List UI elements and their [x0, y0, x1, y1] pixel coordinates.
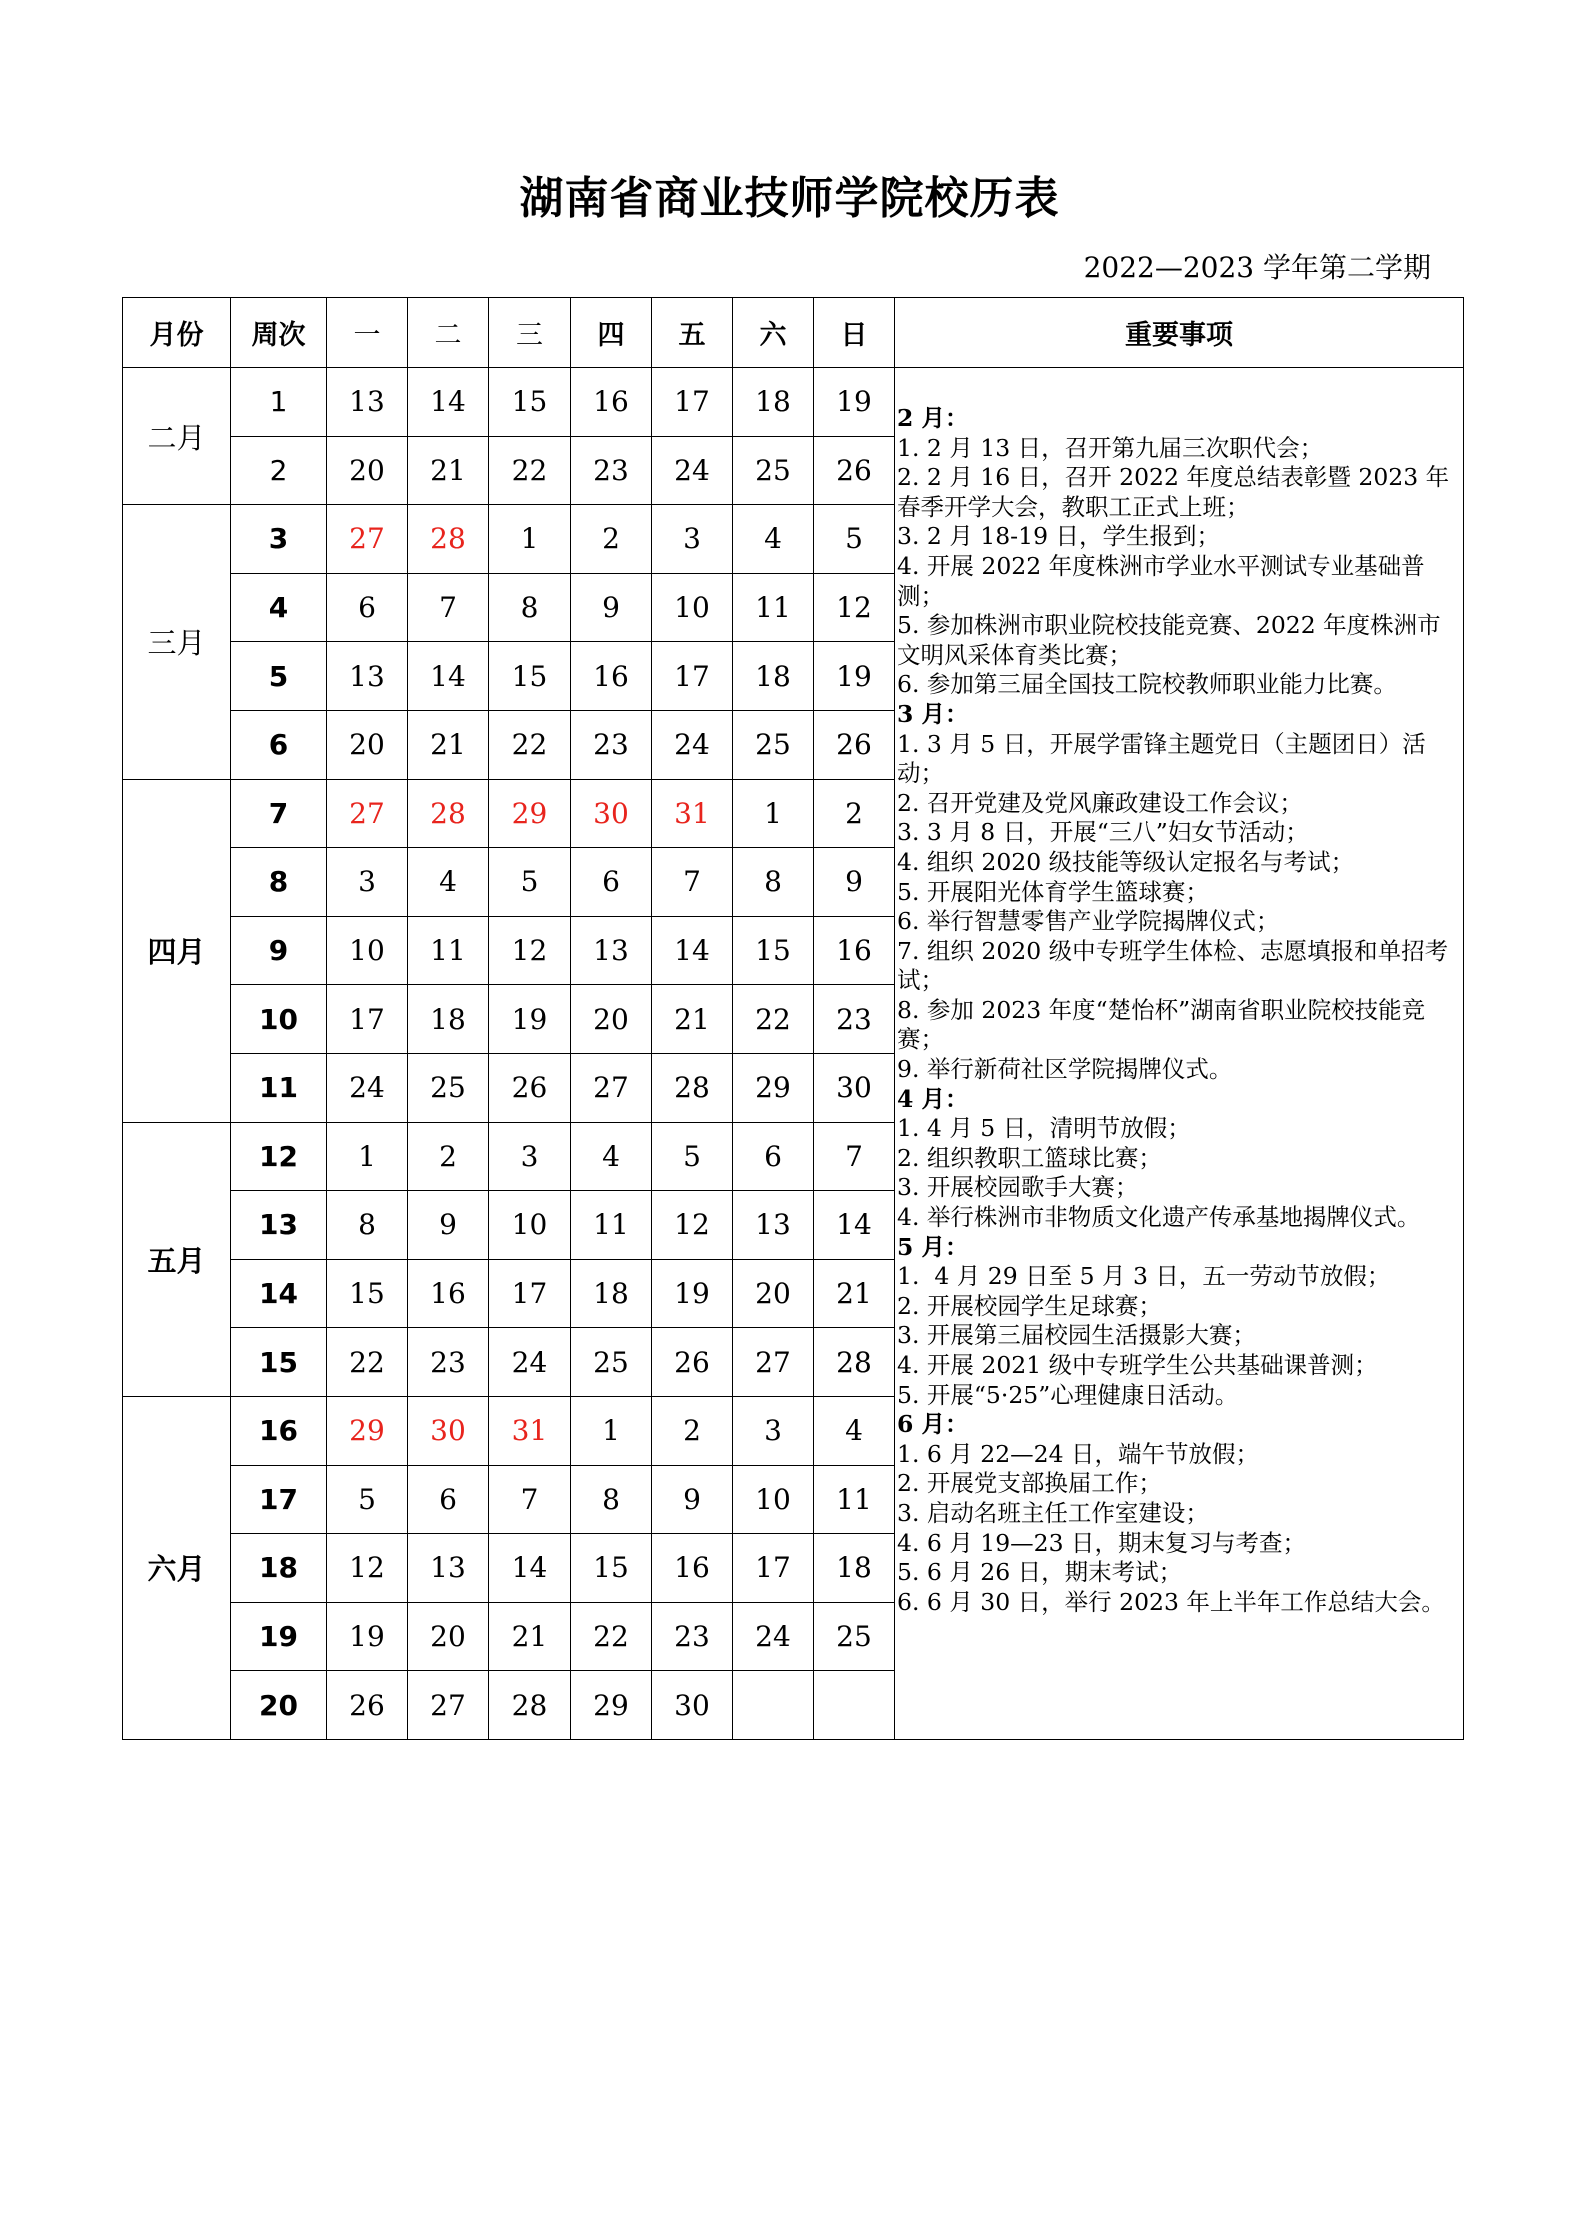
- week-number-cell: 5: [231, 642, 327, 711]
- header-day-6: 六: [733, 298, 814, 368]
- event-item: 9. 举行新荷社区学院揭牌仪式。: [897, 1055, 1233, 1084]
- day-cell: 22: [571, 1602, 652, 1671]
- day-cell: 4: [408, 848, 489, 917]
- day-cell: 24: [652, 436, 733, 505]
- event-item: 3. 启动名班主任工作室建设；: [897, 1498, 1209, 1527]
- event-item: 3. 开展第三届校园生活摄影大赛；: [897, 1321, 1256, 1350]
- day-cell: 6: [571, 848, 652, 917]
- day-cell: 26: [327, 1671, 408, 1740]
- day-cell: 20: [327, 710, 408, 779]
- day-cell: 5: [327, 1465, 408, 1534]
- header-day-7: 日: [814, 298, 895, 368]
- day-cell: 5: [652, 1122, 733, 1191]
- day-cell: 27: [408, 1671, 489, 1740]
- day-cell: 11: [571, 1191, 652, 1260]
- day-cell: 8: [489, 573, 571, 642]
- month-cell: 三月: [123, 505, 231, 779]
- day-cell: 27: [327, 505, 408, 574]
- events-month-heading: 6 月：: [897, 1410, 969, 1439]
- day-cell: 27: [733, 1328, 814, 1397]
- header-day-4: 四: [571, 298, 652, 368]
- header-day-1: 一: [327, 298, 408, 368]
- day-cell: 2: [408, 1122, 489, 1191]
- day-cell: 28: [408, 505, 489, 574]
- day-cell: 18: [814, 1534, 895, 1603]
- week-number-cell: 14: [231, 1259, 327, 1328]
- day-cell: 26: [814, 710, 895, 779]
- week-number-cell: 17: [231, 1465, 327, 1534]
- day-cell: 5: [814, 505, 895, 574]
- day-cell: 7: [814, 1122, 895, 1191]
- school-calendar-table: [122, 297, 1464, 1740]
- day-cell: 15: [489, 642, 571, 711]
- month-cell: 五月: [123, 1122, 231, 1396]
- day-cell: 6: [327, 573, 408, 642]
- week-number-cell: 18: [231, 1534, 327, 1603]
- day-cell: 29: [571, 1671, 652, 1740]
- day-cell: 21: [814, 1259, 895, 1328]
- day-cell: 28: [489, 1671, 571, 1740]
- day-cell: 13: [327, 368, 408, 437]
- event-item: 5. 6 月 26 日，期末考试；: [897, 1558, 1183, 1587]
- day-cell: 23: [571, 436, 652, 505]
- day-cell: 17: [489, 1259, 571, 1328]
- day-cell: 10: [327, 916, 408, 985]
- day-cell: 1: [327, 1122, 408, 1191]
- week-number-cell: 13: [231, 1191, 327, 1260]
- day-cell: 20: [327, 436, 408, 505]
- month-cell: 四月: [123, 779, 231, 1122]
- week-number-cell: 20: [231, 1671, 327, 1740]
- day-cell: 13: [571, 916, 652, 985]
- day-cell: 25: [571, 1328, 652, 1397]
- event-item: 6. 参加第三届全国技工院校教师职业能力比赛。: [897, 670, 1397, 699]
- day-cell: 8: [733, 848, 814, 917]
- day-cell: 7: [652, 848, 733, 917]
- day-cell: 19: [652, 1259, 733, 1328]
- day-cell: 7: [489, 1465, 571, 1534]
- day-cell: 3: [489, 1122, 571, 1191]
- day-cell: 4: [571, 1122, 652, 1191]
- calendar-body: [123, 368, 1464, 1740]
- week-number-cell: 2: [231, 436, 327, 505]
- week-number-cell: 11: [231, 1053, 327, 1122]
- day-cell: 15: [489, 368, 571, 437]
- day-cell: 16: [652, 1534, 733, 1603]
- day-cell: 18: [733, 368, 814, 437]
- events-month-heading: 5 月：: [897, 1232, 969, 1261]
- day-cell: 30: [571, 779, 652, 848]
- event-item: 6. 举行智慧零售产业学院揭牌仪式；: [897, 907, 1280, 936]
- day-cell: 14: [652, 916, 733, 985]
- day-cell: 29: [489, 779, 571, 848]
- day-cell: 4: [814, 1396, 895, 1465]
- week-number-cell: 12: [231, 1122, 327, 1191]
- day-cell: 5: [489, 848, 571, 917]
- day-cell: 25: [814, 1602, 895, 1671]
- event-item: 5. 开展“5·25”心理健康日活动。: [897, 1380, 1239, 1409]
- event-item: 4. 开展 2021 级中专班学生公共基础课普测；: [897, 1351, 1378, 1379]
- day-cell: 23: [814, 985, 895, 1054]
- day-cell: 28: [408, 779, 489, 848]
- day-cell: 13: [408, 1534, 489, 1603]
- event-item: 3. 开展校园歌手大赛；: [897, 1173, 1139, 1202]
- day-cell: 10: [489, 1191, 571, 1260]
- day-cell: 24: [733, 1602, 814, 1671]
- day-cell: 15: [733, 916, 814, 985]
- day-cell: 21: [489, 1602, 571, 1671]
- event-item: 5. 开展阳光体育学生篮球赛；: [897, 877, 1209, 906]
- week-number-cell: 15: [231, 1328, 327, 1397]
- event-item: 2. 组织教职工篮球比赛；: [897, 1143, 1162, 1172]
- week-number-cell: 19: [231, 1602, 327, 1671]
- day-cell: 26: [489, 1053, 571, 1122]
- week-number-cell: 7: [231, 779, 327, 848]
- day-cell: 9: [571, 573, 652, 642]
- day-cell: 17: [733, 1534, 814, 1603]
- day-cell: 2: [571, 505, 652, 574]
- day-cell: 2: [814, 779, 895, 848]
- event-item: 2. 开展党支部换届工作；: [897, 1469, 1162, 1498]
- day-cell: 29: [733, 1053, 814, 1122]
- day-cell: 26: [652, 1328, 733, 1397]
- day-cell: 29: [327, 1396, 408, 1465]
- events-cell: [895, 368, 1464, 1740]
- event-item: 6. 6 月 30 日，举行 2023 年上半年工作总结大会。: [897, 1587, 1445, 1616]
- header-month: 月份: [123, 298, 231, 368]
- event-item: 2. 2 月 16 日，召开 2022 年度总结表彰暨 2023 年春季开学大会，教职工正式上班；: [897, 463, 1450, 521]
- day-cell: 3: [733, 1396, 814, 1465]
- day-cell: 22: [327, 1328, 408, 1397]
- day-cell: 7: [408, 573, 489, 642]
- day-cell: 20: [733, 1259, 814, 1328]
- day-cell: 9: [408, 1191, 489, 1260]
- day-cell: 12: [327, 1534, 408, 1603]
- week-number-cell: 6: [231, 710, 327, 779]
- day-cell: 28: [652, 1053, 733, 1122]
- day-cell: [733, 1671, 814, 1740]
- events-month-heading: 4 月：: [897, 1084, 969, 1113]
- header-day-5: 五: [652, 298, 733, 368]
- day-cell: 16: [408, 1259, 489, 1328]
- week-number-cell: 3: [231, 505, 327, 574]
- day-cell: 16: [814, 916, 895, 985]
- event-item: 2. 开展校园学生足球赛；: [897, 1291, 1162, 1320]
- day-cell: 25: [733, 436, 814, 505]
- day-cell: 23: [652, 1602, 733, 1671]
- week-number-cell: 4: [231, 573, 327, 642]
- day-cell: 31: [489, 1396, 571, 1465]
- event-item: 1. 4 月 29 日至 5 月 3 日，五一劳动节放假；: [897, 1262, 1391, 1291]
- event-item: 7. 组织 2020 级中专班学生体检、志愿填报和单招考试；: [897, 936, 1449, 995]
- day-cell: 14: [408, 368, 489, 437]
- day-cell: 4: [733, 505, 814, 574]
- event-item: 4. 6 月 19—23 日，期末复习与考查；: [897, 1528, 1307, 1557]
- day-cell: 13: [733, 1191, 814, 1260]
- day-cell: 11: [408, 916, 489, 985]
- header-events: 重要事项: [895, 298, 1464, 368]
- event-item: 8. 参加 2023 年度“楚怡杯”湖南省职业院校技能竞赛；: [897, 995, 1426, 1054]
- day-cell: 30: [814, 1053, 895, 1122]
- day-cell: 1: [489, 505, 571, 574]
- day-cell: 12: [652, 1191, 733, 1260]
- events-month-heading: 2 月：: [897, 404, 969, 432]
- day-cell: 15: [571, 1534, 652, 1603]
- day-cell: 11: [733, 573, 814, 642]
- week-row: [123, 368, 1464, 437]
- day-cell: 12: [814, 573, 895, 642]
- day-cell: 20: [571, 985, 652, 1054]
- event-item: 1. 4 月 5 日，清明节放假；: [897, 1114, 1191, 1143]
- day-cell: 17: [652, 368, 733, 437]
- week-number-cell: 9: [231, 916, 327, 985]
- day-cell: 6: [408, 1465, 489, 1534]
- day-cell: 3: [327, 848, 408, 917]
- day-cell: 27: [327, 779, 408, 848]
- event-item: 3. 2 月 18-19 日，学生报到；: [897, 522, 1220, 551]
- event-item: 4. 举行株洲市非物质文化遗产传承基地揭牌仪式。: [897, 1203, 1421, 1232]
- event-item: 1. 2 月 13 日，召开第九届三次职代会；: [897, 433, 1324, 462]
- header-day-3: 三: [489, 298, 571, 368]
- day-cell: 8: [571, 1465, 652, 1534]
- events-list: [895, 368, 1463, 1617]
- week-number-cell: 16: [231, 1396, 327, 1465]
- day-cell: 24: [652, 710, 733, 779]
- day-cell: 19: [814, 368, 895, 437]
- day-cell: 9: [814, 848, 895, 917]
- day-cell: 10: [733, 1465, 814, 1534]
- day-cell: 16: [571, 642, 652, 711]
- day-cell: 21: [408, 436, 489, 505]
- header-week: 周次: [231, 298, 327, 368]
- day-cell: 14: [814, 1191, 895, 1260]
- day-cell: 9: [652, 1465, 733, 1534]
- day-cell: 17: [652, 642, 733, 711]
- day-cell: 24: [327, 1053, 408, 1122]
- day-cell: 25: [408, 1053, 489, 1122]
- day-cell: 18: [733, 642, 814, 711]
- event-item: 1. 6 月 22—24 日，端午节放假；: [897, 1439, 1260, 1468]
- event-item: 2. 召开党建及党风廉政建设工作会议；: [897, 788, 1303, 817]
- day-cell: 18: [408, 985, 489, 1054]
- month-cell: 六月: [123, 1396, 231, 1739]
- day-cell: 18: [571, 1259, 652, 1328]
- day-cell: 23: [571, 710, 652, 779]
- day-cell: 21: [408, 710, 489, 779]
- week-number-cell: 8: [231, 848, 327, 917]
- day-cell: 23: [408, 1328, 489, 1397]
- day-cell: 27: [571, 1053, 652, 1122]
- day-cell: 22: [489, 436, 571, 505]
- day-cell: 10: [652, 573, 733, 642]
- day-cell: [814, 1671, 895, 1740]
- term-label: 2022—2023 学年第二学期: [1083, 251, 1431, 284]
- day-cell: 16: [571, 368, 652, 437]
- day-cell: 19: [814, 642, 895, 711]
- day-cell: 1: [733, 779, 814, 848]
- day-cell: 19: [489, 985, 571, 1054]
- week-number-cell: 1: [231, 368, 327, 437]
- day-cell: 6: [733, 1122, 814, 1191]
- day-cell: 11: [814, 1465, 895, 1534]
- header-day-2: 二: [408, 298, 489, 368]
- day-cell: 17: [327, 985, 408, 1054]
- month-cell: 二月: [123, 368, 231, 505]
- day-cell: 21: [652, 985, 733, 1054]
- day-cell: 28: [814, 1328, 895, 1397]
- day-cell: 26: [814, 436, 895, 505]
- day-cell: 8: [327, 1191, 408, 1260]
- day-cell: 22: [733, 985, 814, 1054]
- day-cell: 13: [327, 642, 408, 711]
- day-cell: 14: [408, 642, 489, 711]
- day-cell: 3: [652, 505, 733, 574]
- day-cell: 30: [652, 1671, 733, 1740]
- week-number-cell: 10: [231, 985, 327, 1054]
- day-cell: 25: [733, 710, 814, 779]
- day-cell: 20: [408, 1602, 489, 1671]
- event-item: 4. 组织 2020 级技能等级认定报名与考试；: [897, 847, 1355, 876]
- event-item: 5. 参加株洲市职业院校技能竞赛、2022 年度株洲市文明风采体育类比赛；: [897, 611, 1441, 669]
- day-cell: 15: [327, 1259, 408, 1328]
- page-title: 湖南省商业技师学院校历表: [519, 173, 1060, 224]
- event-item: 4. 开展 2022 年度株洲市学业水平测试专业基础普测；: [897, 551, 1425, 610]
- day-cell: 30: [408, 1396, 489, 1465]
- day-cell: 2: [652, 1396, 733, 1465]
- day-cell: 19: [327, 1602, 408, 1671]
- header-row: [123, 298, 1464, 368]
- day-cell: 1: [571, 1396, 652, 1465]
- day-cell: 12: [489, 916, 571, 985]
- day-cell: 24: [489, 1328, 571, 1397]
- day-cell: 14: [489, 1534, 571, 1603]
- day-cell: 22: [489, 710, 571, 779]
- event-item: 1. 3 月 5 日，开展学雷锋主题党日（主题团日）活动；: [897, 729, 1426, 788]
- day-cell: 31: [652, 779, 733, 848]
- events-month-heading: 3 月：: [897, 699, 969, 728]
- event-item: 3. 3 月 8 日，开展“三八”妇女节活动；: [897, 818, 1309, 847]
